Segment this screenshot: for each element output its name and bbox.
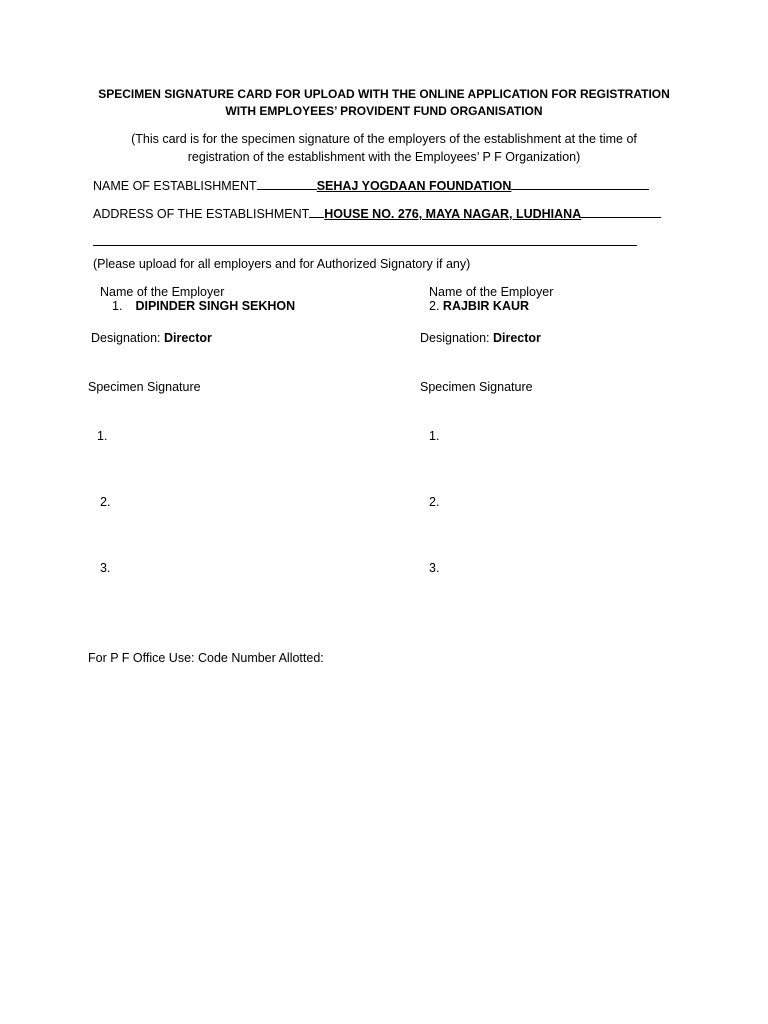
establishment-name-label: NAME OF ESTABLISHMENT xyxy=(93,179,257,193)
employer-1-number: 1. xyxy=(112,299,123,313)
employer-1-signature-slot: 3. xyxy=(100,561,111,575)
establishment-address-value: HOUSE NO. 276, MAYA NAGAR, LUDHIANA xyxy=(324,207,582,221)
establishment-name-row xyxy=(93,176,649,193)
office-use-code-number: For P F Office Use: Code Number Allotted: xyxy=(88,651,324,665)
employer-1-designation: Director xyxy=(163,331,212,345)
employer-1-signature-slot: 2. xyxy=(100,495,111,509)
employer-2-heading: Name of the Employer xyxy=(429,285,554,299)
employer-1-designation-label: Designation: xyxy=(91,331,161,345)
employer-1-designation-row xyxy=(91,331,212,345)
employer-2-designation: Director xyxy=(492,331,541,345)
employer-2-name: RAJBIR KAUR xyxy=(442,299,530,313)
intro-paragraph xyxy=(80,130,688,166)
title-line-2: WITH EMPLOYEES’ PROVIDENT FUND ORGANISATION xyxy=(225,104,543,118)
employer-1-heading: Name of the Employer xyxy=(100,285,225,299)
intro-line-1: (This card is for the specimen signature of the employers of the establishment at the time of xyxy=(131,132,637,146)
employer-2-signature-slot: 3. xyxy=(429,561,440,575)
employer-1-signature-label: Specimen Signature xyxy=(88,380,201,394)
employer-1-name-row xyxy=(112,299,295,313)
employer-1-signature-slot: 1. xyxy=(97,429,108,443)
address-continuation-line xyxy=(93,245,637,246)
employer-2-designation-label: Designation: xyxy=(420,331,490,345)
document-title xyxy=(80,86,688,120)
intro-line-2: registration of the establishment with the Employees’ P F Organization) xyxy=(187,150,581,164)
employer-2-name-row xyxy=(429,299,529,313)
employer-2-signature-slot: 2. xyxy=(429,495,440,509)
employer-2-signature-label: Specimen Signature xyxy=(420,380,533,394)
upload-note: (Please upload for all employers and for Authorized Signatory if any) xyxy=(93,257,471,271)
employer-1-name: DIPINDER SINGH SEKHON xyxy=(135,299,296,313)
establishment-address-label: ADDRESS OF THE ESTABLISHMENT xyxy=(93,207,310,221)
establishment-address-row xyxy=(93,204,661,221)
employer-2-signature-slot: 1. xyxy=(429,429,440,443)
employer-2-designation-row xyxy=(420,331,541,345)
employer-2-number: 2. xyxy=(429,299,440,313)
title-line-1: SPECIMEN SIGNATURE CARD FOR UPLOAD WITH THE ONLINE APPLICATION FOR REGISTRATION xyxy=(98,87,670,101)
establishment-name-value: SEHAJ YOGDAAN FOUNDATION xyxy=(316,179,512,193)
